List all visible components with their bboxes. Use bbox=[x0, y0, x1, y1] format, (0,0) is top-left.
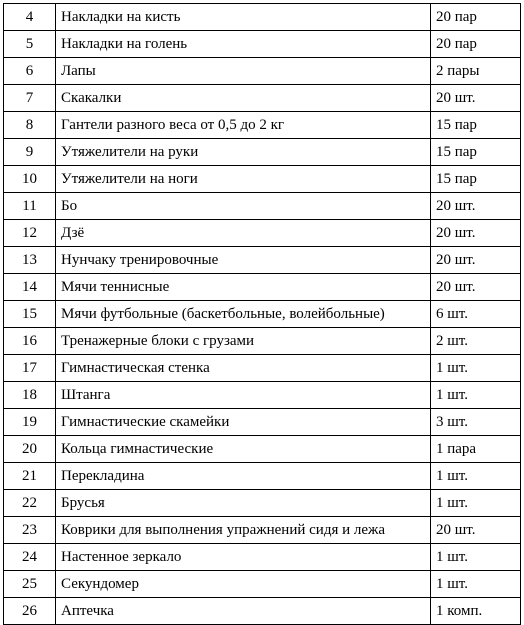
quantity-cell: 1 пара bbox=[431, 436, 521, 463]
table-row bbox=[4, 382, 521, 409]
item-name-cell: Гантели разного веса от 0,5 до 2 кг bbox=[56, 112, 431, 139]
table-row bbox=[4, 517, 521, 544]
item-name-cell: Кольца гимнастические bbox=[56, 436, 431, 463]
table-row bbox=[4, 193, 521, 220]
row-number-cell: 5 bbox=[4, 31, 56, 58]
item-name-cell: Мячи теннисные bbox=[56, 274, 431, 301]
row-number-cell: 12 bbox=[4, 220, 56, 247]
quantity-cell: 20 шт. bbox=[431, 247, 521, 274]
table-row bbox=[4, 58, 521, 85]
quantity-cell: 20 пар bbox=[431, 4, 521, 31]
table-row bbox=[4, 247, 521, 274]
quantity-cell: 20 шт. bbox=[431, 517, 521, 544]
table-row bbox=[4, 355, 521, 382]
row-number-cell: 11 bbox=[4, 193, 56, 220]
item-name-cell: Лапы bbox=[56, 58, 431, 85]
quantity-cell: 2 пары bbox=[431, 58, 521, 85]
table-row bbox=[4, 301, 521, 328]
quantity-cell: 1 шт. bbox=[431, 490, 521, 517]
quantity-cell: 3 шт. bbox=[431, 409, 521, 436]
item-name-cell: Гимнастические скамейки bbox=[56, 409, 431, 436]
row-number-cell: 4 bbox=[4, 4, 56, 31]
table-row bbox=[4, 436, 521, 463]
table-row bbox=[4, 571, 521, 598]
item-name-cell: Накладки на голень bbox=[56, 31, 431, 58]
table-row bbox=[4, 112, 521, 139]
item-name-cell: Мячи футбольные (баскетбольные, волейбольные) bbox=[56, 301, 431, 328]
table-row bbox=[4, 544, 521, 571]
equipment-table-body bbox=[4, 4, 521, 625]
item-name-cell: Нунчаку тренировочные bbox=[56, 247, 431, 274]
quantity-cell: 1 шт. bbox=[431, 571, 521, 598]
equipment-table bbox=[3, 3, 521, 625]
item-name-cell: Аптечка bbox=[56, 598, 431, 625]
quantity-cell: 20 шт. bbox=[431, 85, 521, 112]
table-row bbox=[4, 409, 521, 436]
row-number-cell: 16 bbox=[4, 328, 56, 355]
quantity-cell: 20 шт. bbox=[431, 274, 521, 301]
table-row bbox=[4, 31, 521, 58]
row-number-cell: 8 bbox=[4, 112, 56, 139]
row-number-cell: 6 bbox=[4, 58, 56, 85]
row-number-cell: 15 bbox=[4, 301, 56, 328]
row-number-cell: 18 bbox=[4, 382, 56, 409]
table-row bbox=[4, 166, 521, 193]
quantity-cell: 20 шт. bbox=[431, 193, 521, 220]
item-name-cell: Брусья bbox=[56, 490, 431, 517]
quantity-cell: 2 шт. bbox=[431, 328, 521, 355]
item-name-cell: Коврики для выполнения упражнений сидя и лежа bbox=[56, 517, 431, 544]
row-number-cell: 21 bbox=[4, 463, 56, 490]
row-number-cell: 26 bbox=[4, 598, 56, 625]
row-number-cell: 10 bbox=[4, 166, 56, 193]
quantity-cell: 15 пар bbox=[431, 112, 521, 139]
item-name-cell: Тренажерные блоки с грузами bbox=[56, 328, 431, 355]
item-name-cell: Гимнастическая стенка bbox=[56, 355, 431, 382]
item-name-cell: Утяжелители на руки bbox=[56, 139, 431, 166]
table-row bbox=[4, 4, 521, 31]
item-name-cell: Настенное зеркало bbox=[56, 544, 431, 571]
table-row bbox=[4, 490, 521, 517]
item-name-cell: Дзё bbox=[56, 220, 431, 247]
quantity-cell: 1 шт. bbox=[431, 463, 521, 490]
quantity-cell: 1 шт. bbox=[431, 544, 521, 571]
quantity-cell: 15 пар bbox=[431, 166, 521, 193]
item-name-cell: Штанга bbox=[56, 382, 431, 409]
quantity-cell: 6 шт. bbox=[431, 301, 521, 328]
quantity-cell: 20 пар bbox=[431, 31, 521, 58]
row-number-cell: 17 bbox=[4, 355, 56, 382]
row-number-cell: 9 bbox=[4, 139, 56, 166]
row-number-cell: 14 bbox=[4, 274, 56, 301]
row-number-cell: 22 bbox=[4, 490, 56, 517]
table-row bbox=[4, 328, 521, 355]
quantity-cell: 20 шт. bbox=[431, 220, 521, 247]
row-number-cell: 7 bbox=[4, 85, 56, 112]
quantity-cell: 1 шт. bbox=[431, 382, 521, 409]
quantity-cell: 1 шт. bbox=[431, 355, 521, 382]
item-name-cell: Утяжелители на ноги bbox=[56, 166, 431, 193]
quantity-cell: 15 пар bbox=[431, 139, 521, 166]
table-row bbox=[4, 463, 521, 490]
row-number-cell: 13 bbox=[4, 247, 56, 274]
table-row bbox=[4, 139, 521, 166]
item-name-cell: Перекладина bbox=[56, 463, 431, 490]
row-number-cell: 19 bbox=[4, 409, 56, 436]
item-name-cell: Бо bbox=[56, 193, 431, 220]
item-name-cell: Секундомер bbox=[56, 571, 431, 598]
row-number-cell: 25 bbox=[4, 571, 56, 598]
table-row bbox=[4, 598, 521, 625]
row-number-cell: 24 bbox=[4, 544, 56, 571]
row-number-cell: 23 bbox=[4, 517, 56, 544]
quantity-cell: 1 комп. bbox=[431, 598, 521, 625]
row-number-cell: 20 bbox=[4, 436, 56, 463]
item-name-cell: Скакалки bbox=[56, 85, 431, 112]
item-name-cell: Накладки на кисть bbox=[56, 4, 431, 31]
table-row bbox=[4, 85, 521, 112]
table-row bbox=[4, 274, 521, 301]
table-row bbox=[4, 220, 521, 247]
